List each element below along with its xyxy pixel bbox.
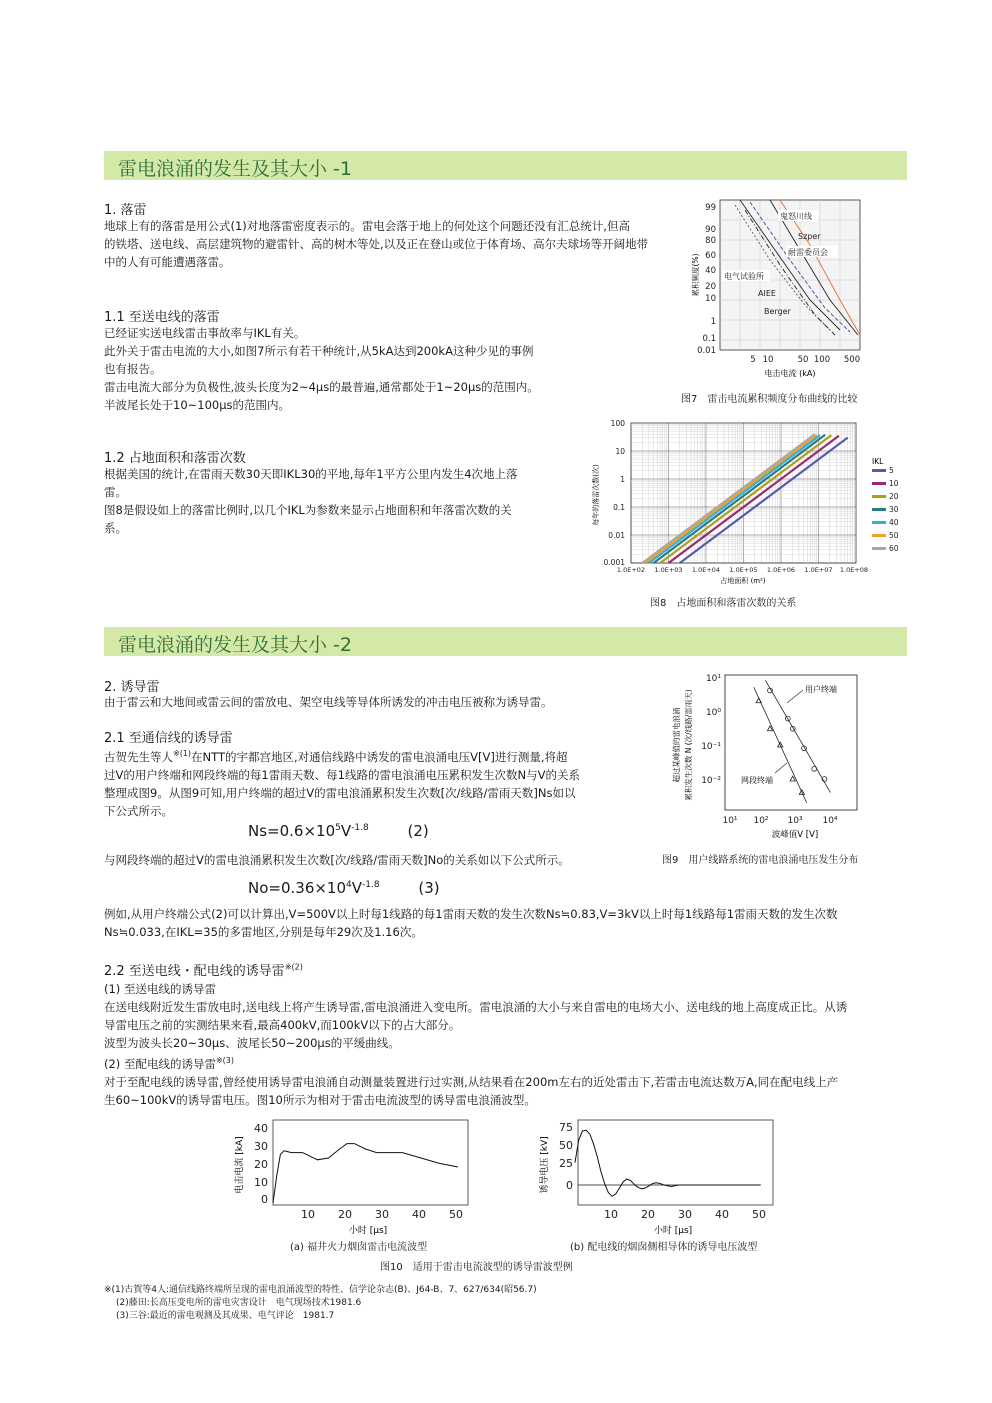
fig10a-xlabel: 小时 [μs] [348, 1226, 388, 1236]
fig7-ylabel: 累积频度(%) [691, 253, 700, 297]
fig9-xtick: 10¹ [722, 816, 738, 826]
fig9-caption: 图9 用户线路系统的雷电浪涌电压发生分布 [662, 855, 859, 866]
fig7-label: 鬼怒川线 [780, 212, 812, 221]
fig8-ytick: 0.01 [608, 531, 625, 540]
text-line: 系。 [104, 521, 127, 535]
fig8-legend [872, 466, 899, 553]
fig10b-ytick: 50 [559, 1139, 573, 1152]
subheading: (1) 至送电线的诱导雷 [104, 982, 216, 996]
fig8-ytick: 0.1 [613, 503, 625, 512]
fig9-ytick: 10⁻² [701, 776, 721, 786]
fig7-label: 耐雷委员会 [788, 248, 828, 257]
fig9-xtick: 10³ [787, 816, 803, 826]
paragraph-2-1 [104, 745, 580, 820]
formula-exponent: -1.8 [362, 880, 380, 890]
text-line: 雷击电流大部分为负极性,波头长度为2~4μs的最普遍,通常都处于1~20μs的范围内。 [104, 380, 539, 394]
fig7-xtick: 5 [750, 355, 756, 365]
fig7-ytick: 0.01 [697, 346, 716, 356]
footnote: ※(1)古賀等4人:通信线路终端所呈现的雷电浪涌波型的特性、信学论杂志(B)、J64-B、7、627/634(昭56.7) [104, 1285, 537, 1295]
text-span: 古贺先生等人 [104, 749, 173, 764]
formula-exponent: -1.8 [351, 823, 369, 833]
text-line: 中的人有可能遭遇落雷。 [104, 255, 231, 269]
paragraph-2-2-1 [104, 980, 847, 1109]
fig8-ytick: 1 [620, 475, 625, 484]
footnote: (2)藤田:长高压变电所的雷电灾害设计 电气现场技术1981.6 [116, 1298, 362, 1308]
section-header-1 [104, 151, 907, 180]
fig8-xtick: 1.0E+07 [804, 566, 833, 574]
text-span: 在NTT的宇都宫地区,对通信线路中诱发的雷电浪涌电压V[V]进行测量,将超 [191, 749, 568, 764]
formula-number: (3) [418, 879, 440, 897]
fig9-xtick: 10² [753, 816, 769, 826]
subheading: (2) 至配电线的诱导雷 [104, 1056, 216, 1071]
fig7-label: 电气试验所 [724, 272, 764, 281]
fig7-label: Berger [764, 307, 791, 316]
fig8-legend-label: 20 [889, 492, 899, 501]
heading-1-1: 1.1 至送电线的落雷 [104, 310, 220, 325]
heading-2-1: 2.1 至通信线的诱导雷 [104, 731, 233, 746]
fig10a-ytick: 20 [254, 1158, 268, 1171]
text-line: 波型为波头长20~30μs、波尾长50~200μs的平缓曲线。 [104, 1036, 400, 1050]
fig10b-caption: (b) 配电线的烟囱侧相导体的诱导电压波型 [570, 1242, 758, 1253]
text-line: 对于至配电线的诱导雷,曾经使用诱导雷电浪涌自动测量装置进行过实测,从结果看在200m左右的近处雷击下,若雷击电流达数万A,同在配电线上产 [104, 1074, 839, 1089]
fig10a-xtick: 20 [338, 1208, 352, 1221]
section-title-2: 雷电浪涌的发生及其大小 -2 [118, 634, 352, 656]
fig8-legend-label: 30 [889, 505, 899, 514]
fig7-ytick: 90 [705, 225, 716, 235]
fig9-ylabel: 超过某峰值的雷电浪涌 [672, 707, 681, 783]
fig10a-xtick: 10 [301, 1208, 315, 1221]
fig8-ytick: 0.001 [603, 558, 625, 567]
fig10a-xtick: 50 [449, 1208, 463, 1221]
text-line: 图8是假设如上的落雷比例时,以几个IKL为参数来显示占地面积和年落雷次数的关 [104, 503, 512, 517]
text-line: 根据美国的统计,在雷雨天数30天即IKL30的平地,每年1平方公里内发生4次地上落 [104, 467, 518, 481]
fig10a-ytick: 40 [254, 1122, 268, 1135]
fig9-ylabel: 累积发生次数 N (次/线路/雷雨天) [684, 689, 693, 801]
fig7-ytick: 0.1 [702, 334, 716, 344]
fig8-xtick: 1.0E+06 [766, 566, 796, 574]
section-title-1: 雷电浪涌的发生及其大小 -1 [118, 158, 352, 180]
fig7-caption: 图7 雷击电流累积频度分布曲线的比较 [681, 394, 858, 405]
formula-text: Ns=0.6×10 [248, 822, 336, 840]
fig8-legend-label: 50 [889, 531, 899, 540]
fig10b-xtick: 50 [752, 1208, 766, 1221]
fig10a-xtick: 40 [412, 1208, 426, 1221]
paragraph-1-1 [104, 324, 539, 414]
fig8-legend-swatch [872, 547, 886, 550]
fig8-caption: 图8 占地面积和落雷次数的关系 [650, 598, 797, 609]
fig8-ytick: 10 [615, 447, 625, 456]
fig7-xtick: 500 [843, 355, 861, 365]
text-line: 的铁塔、送电线、高层建筑物的避雷针、高的树木等处,以及正在登山或位于体育场、高尔夫球场等开阔地带 [104, 237, 649, 251]
heading-text: 2.2 至送电线・配电线的诱导雷 [104, 964, 285, 979]
fig10b-plot-area [578, 1120, 773, 1205]
fig10a-caption: (a) 福井火力烟囱雷击电流波型 [290, 1242, 428, 1253]
fig7-xtick: 50 [797, 355, 809, 365]
fig10b-ylabel: 诱导电压 [kV] [540, 1136, 550, 1194]
fig10b-ytick: 0 [566, 1179, 573, 1192]
fig10a-ylabel: 电击电流 [kA] [235, 1136, 245, 1194]
fig10b-ytick: 75 [559, 1121, 573, 1134]
fig9-ytick: 10⁻¹ [701, 742, 721, 752]
fig7-chart [680, 190, 880, 385]
footnotes [104, 1284, 537, 1323]
text-line: 由于雷云和大地间或雷云间的雷放电、架空电线等导体所诱发的冲击电压被称为诱导雷。 [104, 695, 553, 709]
fig10a-chart [228, 1115, 473, 1240]
fig8-legend-swatch [872, 508, 886, 511]
text-line: 例如,从用户终端公式(2)可以计算出,V=500V以上时每1线路的每1雷雨天数的发生次数Ns≒0.83,V=3kV以上时每1线路每1雷雨天数的发生次数 [104, 907, 838, 921]
fig9-xlabel: 波峰值V [V] [771, 830, 819, 840]
text-line: 下公式所示。 [104, 803, 173, 818]
reference-mark: ※(1) [173, 749, 192, 758]
reference-mark: ※(2) [284, 962, 303, 972]
fig7-ytick: 1 [710, 317, 716, 327]
fig10-caption: 图10 适用于雷击电流波型的诱导雷波型例 [380, 1262, 573, 1273]
fig10a-ytick: 10 [254, 1176, 268, 1189]
fig7-ytick: 20 [705, 282, 716, 292]
text-line: 过V的用户终端和网段终端的每1雷雨天数、每1线路的雷电浪涌电压累积发生次数N与V的关系 [104, 767, 580, 782]
formula-exponent: 5 [335, 823, 341, 833]
fig7-ytick: 10 [705, 294, 716, 304]
fig10b-xtick: 30 [678, 1208, 692, 1221]
fig8-xtick: 1.0E+04 [691, 566, 721, 574]
text-line: 半波尾长处于10~100μs的范围内。 [104, 398, 291, 412]
text-line: 此外关于雷击电流的大小,如图7所示有若干种统计,从5kA达到200kA这种少见的事例 [104, 344, 534, 358]
text-line: Ns≒0.033,在IKL=35的多雷地区,分别是每年29次及1.16次。 [104, 925, 423, 939]
fig9-label-user: 用户终端 [805, 685, 837, 694]
formula-number: (2) [407, 822, 429, 840]
text-line: 整理成图9。从图9可知,用户终端的超过V的雷电浪涌累积发生次数[次/线路/雷雨天数]Ns如以 [104, 785, 576, 800]
text-line: 已经证实送电线雷击事故率与IKL有关。 [104, 326, 306, 340]
fig8-xlabel: 占地面积 (m²) [720, 577, 766, 585]
fig7-xtick: 100 [813, 355, 831, 365]
fig8-legend-label: 60 [889, 544, 899, 553]
fig9-plot-area [725, 675, 857, 810]
fig8-xtick: 1.0E+05 [729, 566, 758, 574]
fig7-ytick: 40 [705, 266, 716, 276]
fig8-legend-swatch [872, 534, 886, 537]
fig8-legend-swatch [872, 482, 886, 485]
fig8-legend-title: IKL [872, 457, 884, 466]
formula-text: V [340, 822, 352, 840]
formula-2 [248, 822, 429, 840]
text-line: 导雷电压之前的实测结果来看,最高400kV,而100kV以下的占大部分。 [104, 1018, 461, 1032]
fig7-label: AIEE [758, 289, 776, 298]
fig8-ylabel: 每年的落雷次数(次) [592, 464, 600, 526]
fig8-ytick: 100 [610, 419, 625, 428]
text-line: 也有报告。 [104, 362, 162, 376]
text-line: 地球上有的落雷是用公式(1)对地落雷密度表示的。雷电会落于地上的何处这个问题还没有汇总统计,但高 [104, 219, 630, 233]
formula-exponent: 4 [346, 880, 352, 890]
fig9-ytick: 10⁰ [705, 708, 721, 718]
fig9-chart [665, 665, 885, 845]
fig7-ytick: 80 [705, 236, 716, 246]
fig8-legend-swatch [872, 521, 886, 524]
heading-1-2: 1.2 占地面积和落雷次数 [104, 451, 246, 466]
fig7-xlabel: 电击电流 (kA) [764, 369, 816, 378]
fig10b-xlabel: 小时 [μs] [653, 1226, 693, 1236]
text-line: 与网段终端的超过V的雷电浪涌累积发生次数[次/线路/雷雨天数]No的关系如以下公式所示。 [104, 853, 570, 867]
formula-text: No=0.36×10 [248, 879, 347, 897]
section-header-2 [104, 627, 907, 656]
heading-2-2 [104, 960, 303, 979]
reference-mark: ※(3) [215, 1056, 234, 1065]
paragraph-1 [104, 217, 648, 271]
heading-1: 1. 落雷 [104, 203, 147, 218]
fig10b-ytick: 25 [559, 1157, 573, 1170]
heading-2: 2. 诱导雷 [104, 680, 160, 695]
fig9-label-seg: 网段终端 [741, 776, 773, 785]
fig8-legend-swatch [872, 495, 886, 498]
fig8-xtick: 1.0E+02 [616, 566, 646, 574]
fig9-ytick: 10¹ [705, 674, 721, 684]
paragraph-2 [104, 693, 553, 711]
fig8-chart [586, 415, 906, 590]
fig10a-ytick: 0 [261, 1193, 268, 1206]
fig7-ytick: 60 [705, 251, 716, 261]
text-line: 在送电线附近发生雷放电时,送电线上将产生诱导雷,雷电浪涌进入变电所。雷电浪涌的大小与来自雷电的电场大小、送电线的地上高度成正比。从诱 [104, 1000, 848, 1014]
fig8-legend-label: 5 [889, 466, 894, 475]
fig10a-xtick: 30 [375, 1208, 389, 1221]
fig10a-ytick: 30 [254, 1140, 268, 1153]
fig7-ytick: 99 [705, 203, 716, 213]
paragraph-mid [104, 851, 570, 869]
fig8-xtick: 1.0E+03 [654, 566, 683, 574]
text-line: 雷。 [104, 485, 127, 499]
fig10b-xtick: 10 [604, 1208, 618, 1221]
formula-text: V [351, 879, 363, 897]
fig7-xtick: 10 [762, 355, 774, 365]
fig8-legend-label: 40 [889, 518, 899, 527]
paragraph-1-2 [104, 465, 518, 537]
paragraph-example [104, 905, 838, 941]
fig10b-xtick: 40 [715, 1208, 729, 1221]
fig10b-chart [533, 1115, 778, 1240]
footnote: (3)三谷:最近的雷电观测及其成果、电气评论 1981.7 [116, 1311, 335, 1321]
text-line: 生60~100kV的诱导雷电压。图10所示为相对于雷击电流波型的诱导雷电浪涌波型。 [104, 1092, 536, 1107]
fig8-xtick: 1.0E+08 [839, 566, 869, 574]
fig10a-plot-area [273, 1120, 468, 1205]
formula-3 [248, 879, 440, 897]
fig7-label: Szper [798, 232, 821, 241]
fig8-legend-swatch [872, 469, 886, 472]
fig9-xtick: 10⁴ [822, 816, 838, 826]
fig10b-xtick: 20 [641, 1208, 655, 1221]
fig8-legend-label: 10 [889, 479, 899, 488]
